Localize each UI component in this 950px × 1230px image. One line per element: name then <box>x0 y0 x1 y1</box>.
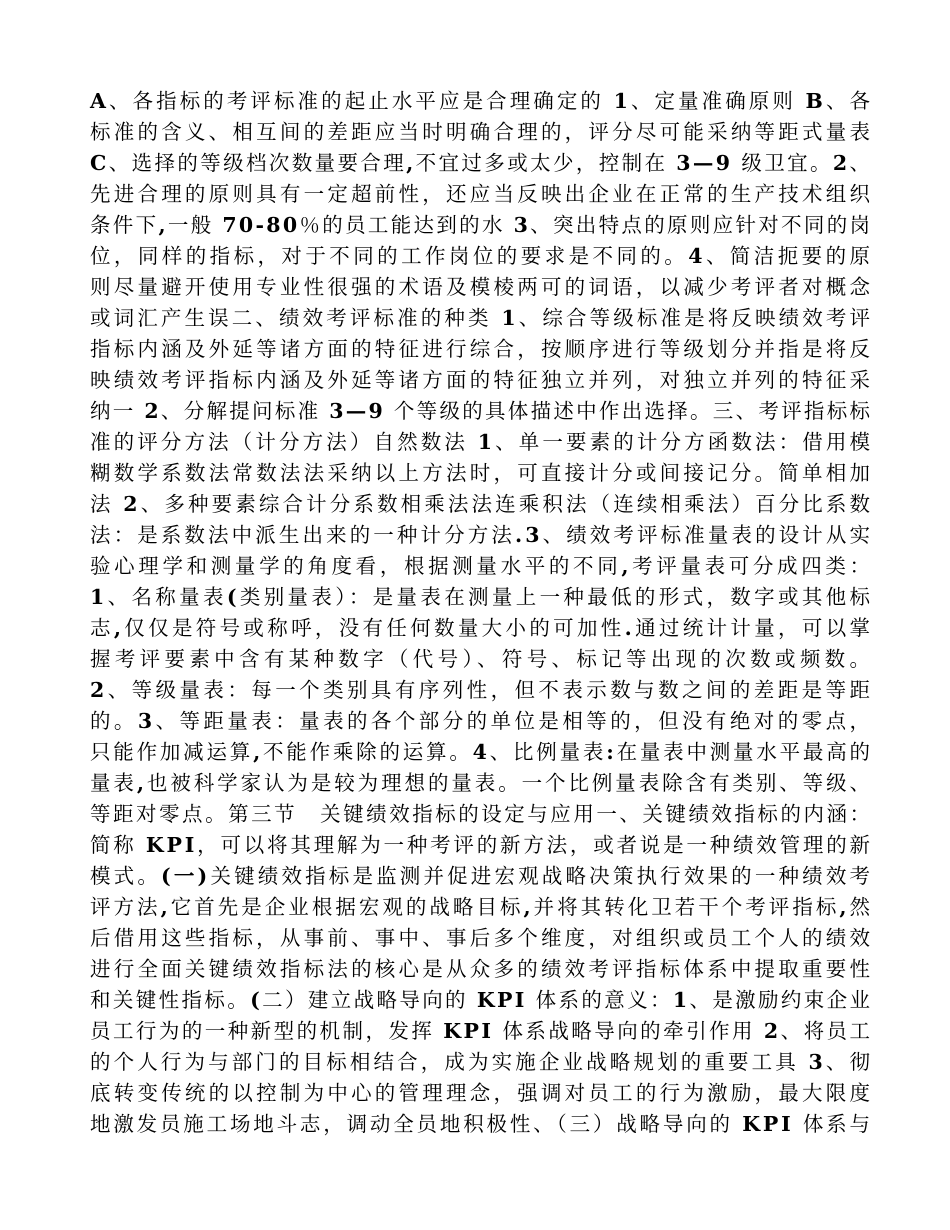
text-run: 然 <box>849 895 874 919</box>
bold-text-run: 1 <box>477 430 496 454</box>
text-line <box>90 768 873 799</box>
text-run: 和关键性指标。 <box>90 988 251 1012</box>
text-run: 体系的意义： <box>526 988 673 1012</box>
text-run: 、各指标的考评标准的起止水平应是合理确定的 <box>108 89 614 113</box>
text-run: 则尽量避开使用专业性很强的术语及模棱两可的词语，以减少考评者对概念 <box>90 275 874 299</box>
text-run: ，可以将其理解为一种考评的新方法，或者说是一种绩效管理的新 <box>197 833 873 857</box>
text-line <box>90 117 874 148</box>
text-run: 纳一 <box>90 399 145 423</box>
text-run: 只能作加减运算 <box>90 740 254 764</box>
text-run: 体系战略导向的牵引作用 <box>493 1019 764 1043</box>
text-run: 模式。 <box>90 864 162 888</box>
text-line <box>90 613 874 644</box>
text-run: 志 <box>90 616 114 640</box>
text-run: 二）建立战略导向的 <box>262 988 477 1012</box>
bold-text-run: 4 <box>472 740 490 764</box>
text-line <box>90 799 873 830</box>
text-run: 体系与 <box>793 1112 873 1136</box>
text-run: 关键绩效指标是监测并促进宏观战略决策执行效果的一种绩效考 <box>210 864 874 888</box>
bold-text-run: 4 <box>688 244 706 268</box>
text-run: 它首先是企业根据宏观的战略目标 <box>170 895 524 919</box>
text-run: 、绩效考评标准量表的设计从实 <box>542 523 874 547</box>
text-run: 评方法 <box>90 895 161 919</box>
text-run: 级卫宜。 <box>732 151 833 175</box>
text-line <box>90 489 874 520</box>
text-line <box>90 551 874 582</box>
text-run: 、比例量表 <box>489 740 607 764</box>
bold-text-run: 3 <box>513 213 531 237</box>
text-run: 、各 <box>825 89 874 113</box>
text-run: 底转变传统的以控制为中心的管理理念，强调对员工的行为激励，最大限度 <box>90 1081 874 1105</box>
text-run: 并将其转化卫若干个考评指标 <box>533 895 840 919</box>
bold-text-run: . <box>624 616 636 640</box>
text-run: 一般 <box>167 213 223 237</box>
bold-text-run: , <box>113 616 125 640</box>
text-line <box>90 396 873 427</box>
text-line <box>90 179 874 210</box>
text-run: 验心理学和测量学的角度看，根据测量水平的不同 <box>90 554 622 578</box>
text-run: 、将员工 <box>780 1019 873 1043</box>
text-line <box>90 644 875 675</box>
text-run: 、简洁扼要的原 <box>705 244 874 268</box>
bold-text-run: 2 <box>763 1019 781 1043</box>
text-line <box>90 334 874 365</box>
bold-text-run: , <box>253 740 263 764</box>
text-line <box>90 148 873 179</box>
text-run: 、彻 <box>825 1050 874 1074</box>
text-run: 类别量表）：是量表在测量上一种最低的形式，数字或其他标 <box>239 585 874 609</box>
text-line <box>90 954 874 985</box>
text-run: 的。 <box>90 709 138 733</box>
text-line <box>90 861 874 892</box>
bold-text-run: 2 <box>832 151 850 175</box>
text-line <box>90 210 873 241</box>
text-run: 、分解提问标准 <box>160 399 330 423</box>
text-run: 通过统计计量，可以掌 <box>635 616 874 640</box>
text-line <box>90 86 874 117</box>
bold-text-run: .3 <box>514 523 543 547</box>
bold-text-run: , <box>158 213 168 237</box>
text-run: 、综合等级标准是将反映绩效考评 <box>518 306 874 330</box>
bold-text-run: KPI <box>443 1019 494 1043</box>
text-line <box>90 923 874 954</box>
bold-text-run: , <box>621 554 633 578</box>
text-line <box>90 706 874 737</box>
text-line <box>90 1109 873 1140</box>
bold-text-run: 1 <box>501 306 519 330</box>
bold-text-run: 2 <box>144 399 161 423</box>
text-line <box>90 1016 873 1047</box>
text-run: 个等级的具体描述中作出选择。三、考评指标标 <box>385 399 873 423</box>
bold-text-run: 2 <box>90 678 108 702</box>
text-run: 不能作乘除的运算。 <box>263 740 473 764</box>
text-run: 在量表中测量水平最高的 <box>616 740 873 764</box>
text-run: 、突出特点的原则应针对不同的岗 <box>530 213 873 237</box>
bold-text-run: 2 <box>123 492 141 516</box>
text-line <box>90 241 874 272</box>
text-run: 进行全面关键绩效指标法的核心是从众多的绩效考评指标体系中提取重要性 <box>90 957 874 981</box>
text-line <box>90 582 874 613</box>
text-run: 、多种要素综合计分系数相乘法法连乘积法（连续相乘法）百分比系数 <box>140 492 874 516</box>
text-run: 糊数学系数法常数法法采纳以上方法时，可直接计分或间接记分。简单相加 <box>90 461 874 485</box>
text-run: 、是激励约束企业 <box>689 988 873 1012</box>
text-line <box>90 1047 874 1078</box>
text-run: 、等距量表：量表的各个部分的单位是相等的，但没有绝对的零点， <box>155 709 874 733</box>
text-line <box>90 520 874 551</box>
text-run: 先进合理的原则具有一定超前性，还应当反映出企业在正常的生产技术组织 <box>90 182 874 206</box>
bold-text-run: ( <box>250 988 263 1012</box>
bold-text-run: , <box>136 771 147 795</box>
text-line <box>90 830 873 861</box>
text-run: 、名称量表 <box>107 585 227 609</box>
bold-text-run: 3—9 <box>329 399 386 423</box>
bold-text-run: , <box>406 151 416 175</box>
body-text <box>90 86 875 1140</box>
text-run: 指标内涵及外延等诸方面的特征进行综合，按顺序进行等级划分并指是将反 <box>90 337 874 361</box>
text-run: 员工行为的一种新型的机制，发挥 <box>90 1019 444 1043</box>
text-line <box>90 272 874 303</box>
text-run: 法：是系数法中派生出来的一种计分方法 <box>90 523 515 547</box>
text-run: 不宜过多或太少，控制在 <box>415 151 677 175</box>
text-run: 法 <box>90 492 124 516</box>
text-run: 握考评要素中含有某种数字（代号）、符号、标记等出现的次数或频数。 <box>90 647 875 671</box>
text-run: 映绩效考评指标内涵及外延等诸方面的特征独立并列，对独立并列的特征采 <box>90 368 874 392</box>
bold-text-run: B <box>805 89 826 113</box>
text-run: 也被科学家认为是较为理想的量表。一个比例量表除含有类别、等级、 <box>146 771 873 795</box>
bold-text-run: 70-80 <box>222 213 300 237</box>
text-run: 仅仅是符号或称呼，没有任何数量大小的可加性 <box>124 616 625 640</box>
bold-text-run: , <box>839 895 850 919</box>
bold-text-run: 1 <box>672 988 690 1012</box>
text-run: 条件下 <box>90 213 159 237</box>
text-run: 、 <box>849 151 873 175</box>
text-run: 、定量准确原则 <box>630 89 806 113</box>
text-run: 标准的含义、相互间的差距应当时明确合理的，评分尽可能采纳等距式量表 <box>90 120 874 144</box>
text-run: 的个人行为与部门的目标相结合，成为实施企业战略规划的重要工具 <box>90 1050 809 1074</box>
text-run: ％的员工能达到的水 <box>299 213 514 237</box>
bold-text-run: 1 <box>613 89 631 113</box>
text-line <box>90 365 874 396</box>
text-line <box>90 1078 874 1109</box>
text-line <box>90 985 873 1016</box>
bold-text-run: 3 <box>808 1050 826 1074</box>
text-line <box>90 427 874 458</box>
bold-text-run: KPI <box>742 1112 794 1136</box>
text-line <box>90 737 873 768</box>
text-run: 考评量表可分成四类： <box>632 554 874 578</box>
bold-text-run: : <box>606 740 617 764</box>
text-run: 量表 <box>90 771 137 795</box>
bold-text-run: C <box>90 151 109 175</box>
text-run: 、选择的等级档次数量要合理 <box>108 151 407 175</box>
bold-text-run: 3 <box>137 709 156 733</box>
bold-text-run: KPI <box>145 833 198 857</box>
text-run: 、单一要素的计分方函数法：借用模 <box>495 430 874 454</box>
bold-text-run: , <box>523 895 534 919</box>
bold-text-run: 1 <box>90 585 108 609</box>
text-run: 位，同样的指标，对于不同的工作岗位的要求是不同的。 <box>90 244 689 268</box>
bold-text-run: , <box>160 895 171 919</box>
text-run: 或词汇产生误二、绩效考评标准的种类 <box>90 306 502 330</box>
text-line <box>90 892 874 923</box>
text-line <box>90 303 874 334</box>
text-line <box>90 675 874 706</box>
text-run: 准的评分方法（计分方法）自然数法 <box>90 430 478 454</box>
bold-text-run: (一) <box>161 864 211 888</box>
text-run: 、等级量表：每一个类别具有序列性，但不表示数与数之间的差距是等距 <box>107 678 874 702</box>
bold-text-run: 3—9 <box>676 151 733 175</box>
bold-text-run: A <box>90 89 109 113</box>
bold-text-run: KPI <box>476 988 527 1012</box>
text-run: 等距对零点。第三节 关键绩效指标的设定与应用一、关键绩效指标的内涵： <box>90 802 873 826</box>
text-line <box>90 458 874 489</box>
text-run: 地激发员施工场地斗志，调动全员地积极性、（三）战略导向的 <box>90 1112 743 1136</box>
bold-text-run: ( <box>226 585 240 609</box>
text-run: 简称 <box>90 833 146 857</box>
text-run: 后借用这些指标，从事前、事中、事后多个维度，对组织或员工个人的绩效 <box>90 926 874 950</box>
